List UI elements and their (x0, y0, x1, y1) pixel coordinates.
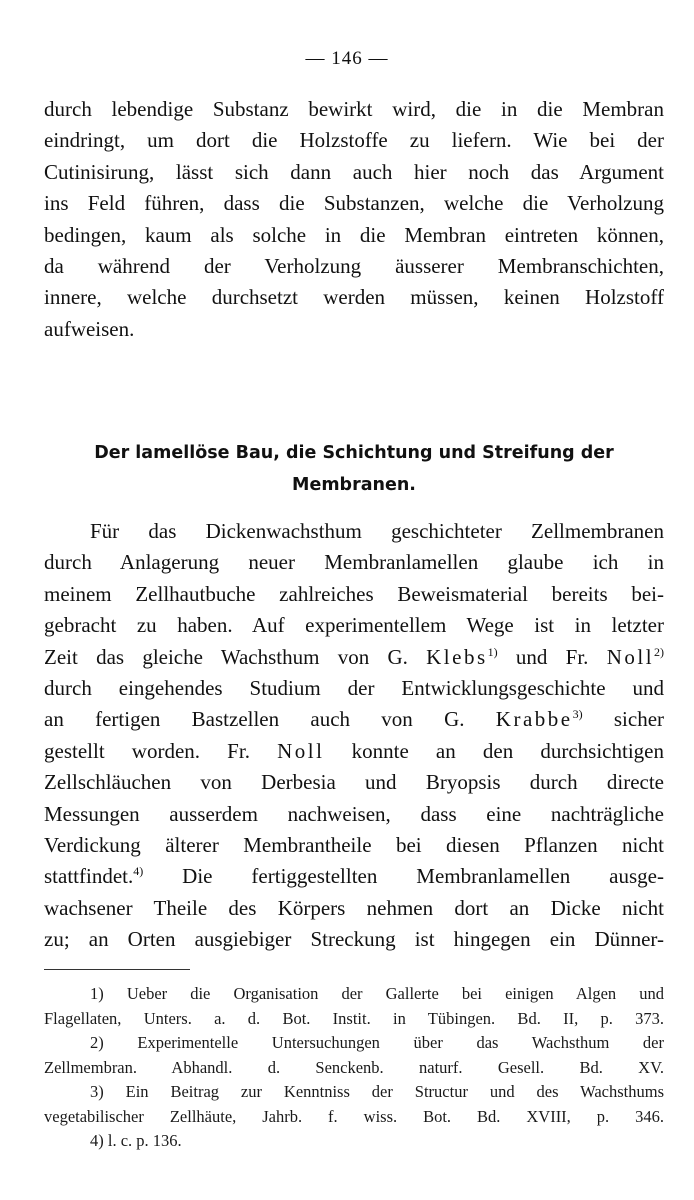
text-segment: gestellt worden. Fr. (44, 738, 250, 763)
text-line: durch lebendige Substanz bewirkt wird, die in die Membran (44, 97, 664, 121)
text-segment: Zeit das gleiche Wachsthum von G. (44, 644, 408, 669)
paragraph-continuation (44, 94, 664, 345)
footnote-3-cont: vegetabilischer Zellhäute, Jahrb. f. wiss. Bot. Bd. XVIII, p. 346. (44, 1106, 664, 1126)
text-line: Verdickung älterer Membrantheile bei diesen Pflanzen nicht (44, 833, 664, 858)
footnote-1: 1) Ueber die Organisation der Gallerte bei einigen Algen und (90, 984, 664, 1003)
footnotes (44, 982, 664, 1154)
author-name-krabbe: Krabbe (495, 707, 573, 732)
text-segment: und Fr. (515, 644, 589, 669)
text-line: eindringt, um dort die Holzstoffe zu liefern. Wie bei der (44, 128, 664, 153)
text-segment: stattfindet. (44, 864, 134, 889)
footnote-ref-2: 2) (654, 644, 665, 659)
text-line: durch eingehendes Studium der Entwicklungsgeschichte und (44, 676, 664, 701)
footnote-ref-3: 3) (572, 707, 583, 722)
author-name-klebs: Klebs (426, 644, 488, 669)
text-line: Zellschläuchen von Derbesia und Bryopsis durch directe (44, 770, 664, 795)
footnote-2-cont: Zellmembran. Abhandl. d. Senckenb. naturf. Gesell. Bd. XV. (44, 1057, 664, 1077)
text-line: innere, welche durchsetzt werden müssen, keinen Holzstoff (44, 285, 664, 310)
footnote-3: 3) Ein Beitrag zur Kenntniss der Structur und des Wachsthums (90, 1082, 664, 1101)
footnote-1-cont: Flagellaten, Unters. a. d. Bot. Instit. in Tübingen. Bd. II, p. 373. (44, 1008, 664, 1028)
text-line: aufweisen. (44, 316, 135, 341)
section-heading (44, 437, 664, 501)
footnote-2: 2) Experimentelle Untersuchungen über das Wachsthum der (90, 1033, 664, 1052)
text-line: Messungen ausserdem nachweisen, dass eine nachträgliche (44, 801, 664, 826)
paragraph-body (44, 516, 664, 956)
text-line: Für das Dickenwachsthum geschichteter Zellmembranen (90, 519, 664, 543)
footnote-4: 4) l. c. p. 136. (90, 1131, 182, 1150)
text-segment: sicher (613, 707, 665, 732)
footnote-divider (44, 969, 190, 970)
text-line (44, 704, 664, 735)
footnote-ref-4: 4) (133, 864, 144, 879)
heading-line: Der lamellöse Bau, die Schichtung und Streifung der (94, 443, 614, 463)
text-segment: konnte an den durchsichtigen (351, 738, 664, 763)
text-line: durch Anlagerung neuer Membranlamellen glaube ich in (44, 550, 664, 575)
text-line: da während der Verholzung äusserer Membranschichten, (44, 254, 664, 279)
text-line: bedingen, kaum als solche in die Membran eintreten können, (44, 222, 664, 247)
text-line (44, 736, 664, 767)
text-segment: Die fertiggestellten Membranlamellen ausge- (182, 864, 664, 889)
text-line: ins Feld führen, dass die Substanzen, welche die Verholzung (44, 191, 664, 216)
author-name-noll: Noll (277, 738, 325, 763)
text-line: wachsener Theile des Körpers nehmen dort an Dicke nicht (44, 895, 664, 920)
footnote-ref-1: 1) (487, 644, 498, 659)
text-line (44, 861, 664, 892)
text-line: meinem Zellhautbuche zahlreiches Beweismaterial bereits bei- (44, 581, 664, 606)
heading-line: Membranen. (292, 475, 416, 495)
text-line: Cutinisirung, lässt sich dann auch hier noch das Argument (44, 159, 664, 184)
text-line: gebracht zu haben. Auf experimentellem Wege ist in letzter (44, 613, 664, 638)
page-number: — 146 — (305, 48, 389, 69)
text-line (44, 642, 664, 673)
author-name-noll: Noll (606, 644, 655, 669)
text-line: zu; an Orten ausgiebiger Streckung ist hingegen ein Dünner- (44, 927, 664, 952)
text-segment: an fertigen Bastzellen auch von G. (44, 707, 465, 732)
